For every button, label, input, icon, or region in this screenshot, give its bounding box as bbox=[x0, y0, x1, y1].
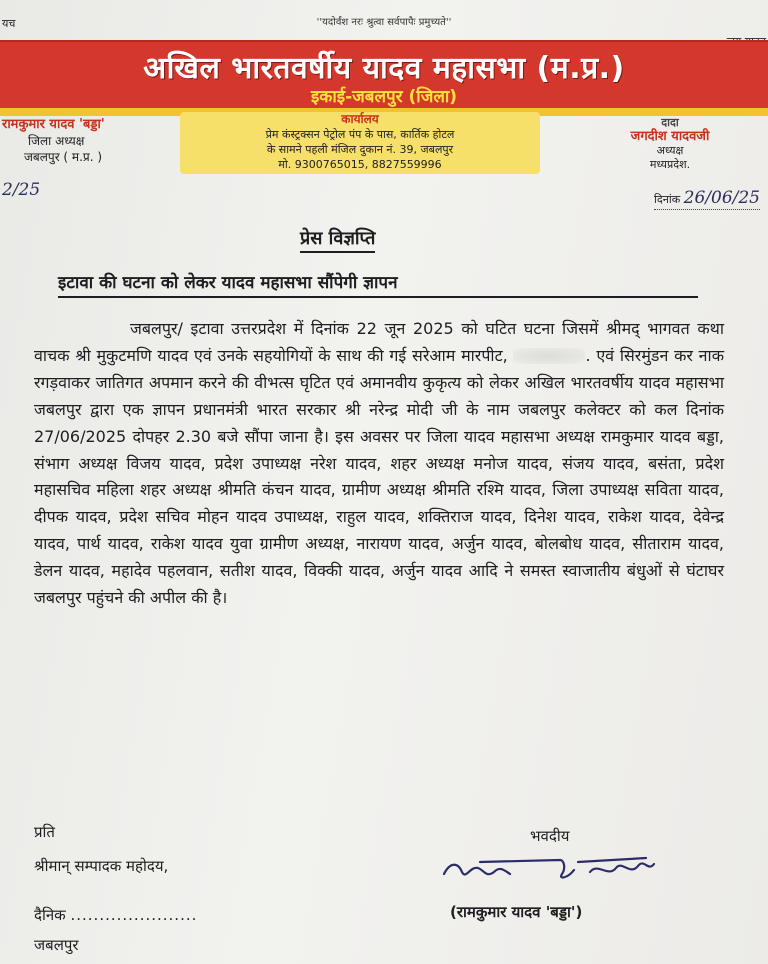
top-left-fragment: यच bbox=[2, 17, 16, 30]
closing: भवदीय bbox=[530, 827, 570, 845]
organization-unit: इकाई-जबलपुर (जिला) bbox=[310, 87, 458, 107]
motto: ''यदोर्वंश नरः श्रुत्वा सर्वपापैः प्रमुच्यते'' bbox=[316, 17, 452, 28]
district-president-role: जिला अध्यक्ष bbox=[28, 134, 85, 148]
headline: इटावा की घटना को लेकर यादव महासभा सौंपेगी ज्ञापन bbox=[58, 270, 698, 298]
dainik-label: दैनिक bbox=[34, 906, 66, 924]
body-paragraph bbox=[34, 316, 724, 612]
state-president-region: मध्यप्रदेश. bbox=[649, 158, 691, 171]
office-label: कार्यालय bbox=[341, 112, 379, 126]
state-president-block bbox=[580, 116, 760, 172]
press-release-title: प्रेस विज्ञप्ति bbox=[300, 226, 375, 253]
office-phone: मो. 9300765015, 8827559996 bbox=[278, 158, 442, 171]
dainik-blank: ...................... bbox=[70, 906, 198, 924]
newspaper-line bbox=[34, 905, 197, 925]
state-president-name: जगदीश यादवजी bbox=[630, 129, 710, 144]
office-address-line2: के सामने पहली मंजिल दुकान नं. 39, जबलपुर bbox=[266, 143, 454, 156]
district-president-name: रामकुमार यादव 'बड्डा' bbox=[2, 117, 105, 132]
letterhead-banner bbox=[0, 40, 768, 112]
reference-number: 2/25 bbox=[2, 180, 41, 200]
addressee: श्रीमान् सम्पादक महोदय, bbox=[34, 857, 169, 875]
signature-drawing bbox=[440, 848, 670, 888]
state-president-title: दादा bbox=[661, 116, 679, 129]
district-president-city: जबलपुर ( म.प्र. ) bbox=[24, 150, 103, 164]
footer-city: जबलपुर bbox=[34, 936, 79, 954]
district-president-block bbox=[2, 117, 172, 165]
to-label: प्रति bbox=[34, 823, 55, 841]
redacted-text bbox=[513, 348, 585, 364]
date-value: 26/06/25 bbox=[683, 188, 760, 208]
office-address-line1: प्रेम कंस्ट्रक्सन पेट्रोल पंप के पास, कार्तिक होटल bbox=[265, 128, 455, 141]
office-address-block bbox=[180, 112, 540, 174]
organization-name: अखिल भारतवर्षीय यादव महासभा (म.प्र.) bbox=[143, 51, 625, 86]
date-line bbox=[654, 188, 760, 210]
handwritten-signature bbox=[440, 848, 670, 888]
body-part-1: जबलपुर/ इटावा उत्तरप्रदेश में दिनांक 22 जून 2025 को घटित घटना जिसमें श्रीमद् भागवत कथा वाचक श्री मुकुटमणि यादव एवं उनके सहयोगियों के साथ की गई सरेआम मारपीट, bbox=[34, 319, 724, 365]
body-part-2: . एवं सिरमुंडन कर नाक रगड़वाकर जातिगत अपमान करने की वीभत्स घृटित एवं अमानवीय कुकृत्य को लेकर अखिल भारतवर्षीय यादव महासभा जबलपुर द्वारा एक ज्ञापन प्रधानमंत्री भारत सरकार श्री नरेन्द्र मोदी जी के नाम जबलपुर कलेक्टर को कल दिनांक 27/06/2025 दोपहर 2.30 बजे सौंपा जाना है। इस अवसर पर जिला यादव महासभा अध्यक्ष रामकुमार यादव बड्डा, संभाग अध्यक्ष विजय यादव, प्रदेश उपाध्यक्ष नरेश यादव, शहर अध्यक्ष मनोज यादव, संजय यादव, बसंता, प्रदेश महासचिव महिला शहर अध्यक्ष श्रीमति कंचन यादव, ग्रामीण अध्यक्ष श्रीमति रश्मि यादव, जिला उपाध्यक्ष सविता यादव, दीपक यादव, प्रदेश सचिव मोहन यादव उपाध्यक्ष, राहुल यादव, शक्तिराज यादव, दिनेश यादव, राकेश यादव, देवेन्द्र यादव, पार्थ यादव, राकेश यादव युवा ग्रामीण अध्यक्ष, नारायण यादव, अर्जुन यादव, बोलबोध यादव, सीताराम यादव, डेलन यादव, महादेव पहलवान, सतीश यादव, विक्की यादव, अर्जुन यादव आदि ने समस्त स्वाजातीय बंधुओं से घंटाघर जबलपुर पहुंचने की अपील की है। bbox=[34, 345, 724, 608]
state-president-role: अध्यक्ष bbox=[656, 144, 684, 157]
date-label: दिनांक bbox=[654, 193, 681, 206]
signer-name: (रामकुमार यादव 'बड्डा') bbox=[450, 903, 583, 921]
